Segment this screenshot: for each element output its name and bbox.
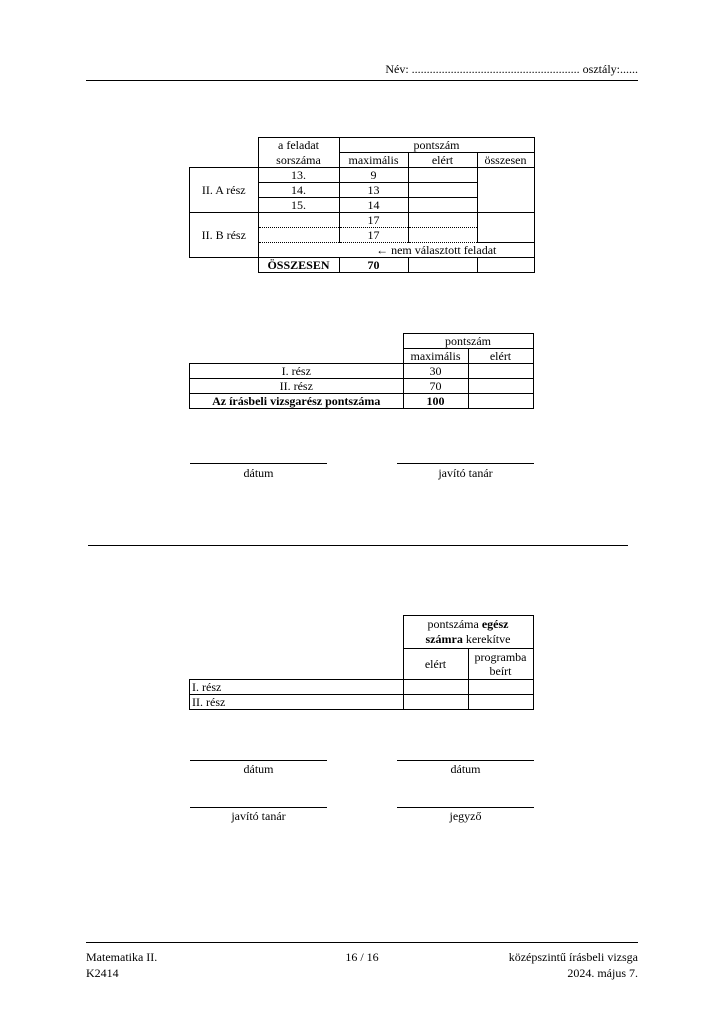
table-row-b1-achieved [408, 213, 477, 228]
rounded-header-1b: egész [481, 617, 509, 631]
date-label: dátum [243, 466, 274, 480]
date-signature-line-2 [397, 760, 534, 761]
task-header: a feladat [258, 138, 339, 153]
section-b-total [477, 213, 534, 243]
table-row-label: I. rész [190, 680, 404, 695]
table-row-15-num: 15. [258, 198, 339, 213]
notary-signature-line [397, 807, 534, 808]
date-signature-line [190, 463, 327, 464]
footer-exam-type: középszintű írásbeli vizsga [508, 950, 638, 964]
table-row-label: I. rész [190, 364, 404, 379]
notary-label: jegyző [449, 809, 482, 823]
table-row-14-achieved [408, 183, 477, 198]
footer-code: K2414 [86, 966, 119, 980]
footer-rule [86, 942, 638, 943]
table-row-achieved [468, 364, 533, 379]
section-a-total [477, 168, 534, 213]
rounded-header-1: pontszáma [427, 617, 482, 631]
table-row-achieved [403, 695, 468, 710]
section-b-label: II. B rész [190, 213, 259, 258]
table-row-15-achieved [408, 198, 477, 213]
table-row-label: II. rész [190, 695, 404, 710]
total-header: összesen [477, 153, 534, 168]
points-header: pontszám [339, 138, 534, 153]
rounded-header-2: kerekítve [462, 632, 511, 646]
table-row-b2-achieved [408, 228, 477, 243]
not-selected-note: ← nem választott feladat [339, 243, 534, 258]
rounded-header [403, 616, 533, 649]
table-row-14-num: 14. [258, 183, 339, 198]
name-class-field: Név: ........................................................ osztály:...... [385, 62, 638, 76]
program-entered-2: beírt [489, 664, 512, 678]
achieved-header: elért [468, 349, 533, 364]
teacher-label: javító tanár [438, 466, 493, 480]
grand-total-value: 70 [339, 258, 408, 273]
table-row-13-max: 9 [339, 168, 408, 183]
teacher-label: javító tanár [231, 809, 286, 823]
header-rule [86, 80, 638, 81]
footer-page-number: 16 / 16 [345, 950, 379, 964]
table-row-b2-num [258, 228, 339, 243]
max-header: maximális [339, 153, 408, 168]
points-header: pontszám [403, 334, 533, 349]
table-row-b1-max: 17 [339, 213, 408, 228]
grand-total-sum [477, 258, 534, 273]
part2-score-table [189, 137, 535, 273]
total-label: Az írásbeli vizsgarész pontszáma [190, 394, 404, 409]
table-row-b1-num [258, 213, 339, 228]
footer-subject: Matematika II. [86, 950, 158, 964]
achieved-header: elért [408, 153, 477, 168]
max-header: maximális [403, 349, 468, 364]
table-row-15-max: 14 [339, 198, 408, 213]
table-row-max: 70 [403, 379, 468, 394]
table-row-13-num: 13. [258, 168, 339, 183]
written-exam-summary-table [189, 333, 534, 409]
total-achieved [468, 394, 533, 409]
achieved-header: elért [403, 649, 468, 680]
program-entered-1: programba [474, 650, 527, 664]
task-header-2: sorszáma [258, 153, 339, 168]
table-row-13-achieved [408, 168, 477, 183]
teacher-signature-line [190, 807, 327, 808]
teacher-signature-line [397, 463, 534, 464]
section-a-label: II. A rész [190, 168, 259, 213]
rounded-header-2b: számra [425, 632, 463, 646]
table-row-program [468, 695, 533, 710]
table-row-program [468, 680, 533, 695]
program-entered-header [468, 649, 533, 680]
table-row-achieved [468, 379, 533, 394]
table-row-14-max: 13 [339, 183, 408, 198]
table-row-b2-max: 17 [339, 228, 408, 243]
table-row-achieved [403, 680, 468, 695]
date-label-1: dátum [243, 762, 274, 776]
date-signature-line-1 [190, 760, 327, 761]
separator-line [88, 545, 628, 546]
table-row-max: 30 [403, 364, 468, 379]
total-value: 100 [403, 394, 468, 409]
rounded-score-table [189, 615, 534, 710]
grand-total-label: ÖSSZESEN [258, 258, 339, 273]
date-label-2: dátum [450, 762, 481, 776]
grand-total-achieved [408, 258, 477, 273]
table-row-label: II. rész [190, 379, 404, 394]
footer-exam-date: 2024. május 7. [567, 966, 638, 980]
